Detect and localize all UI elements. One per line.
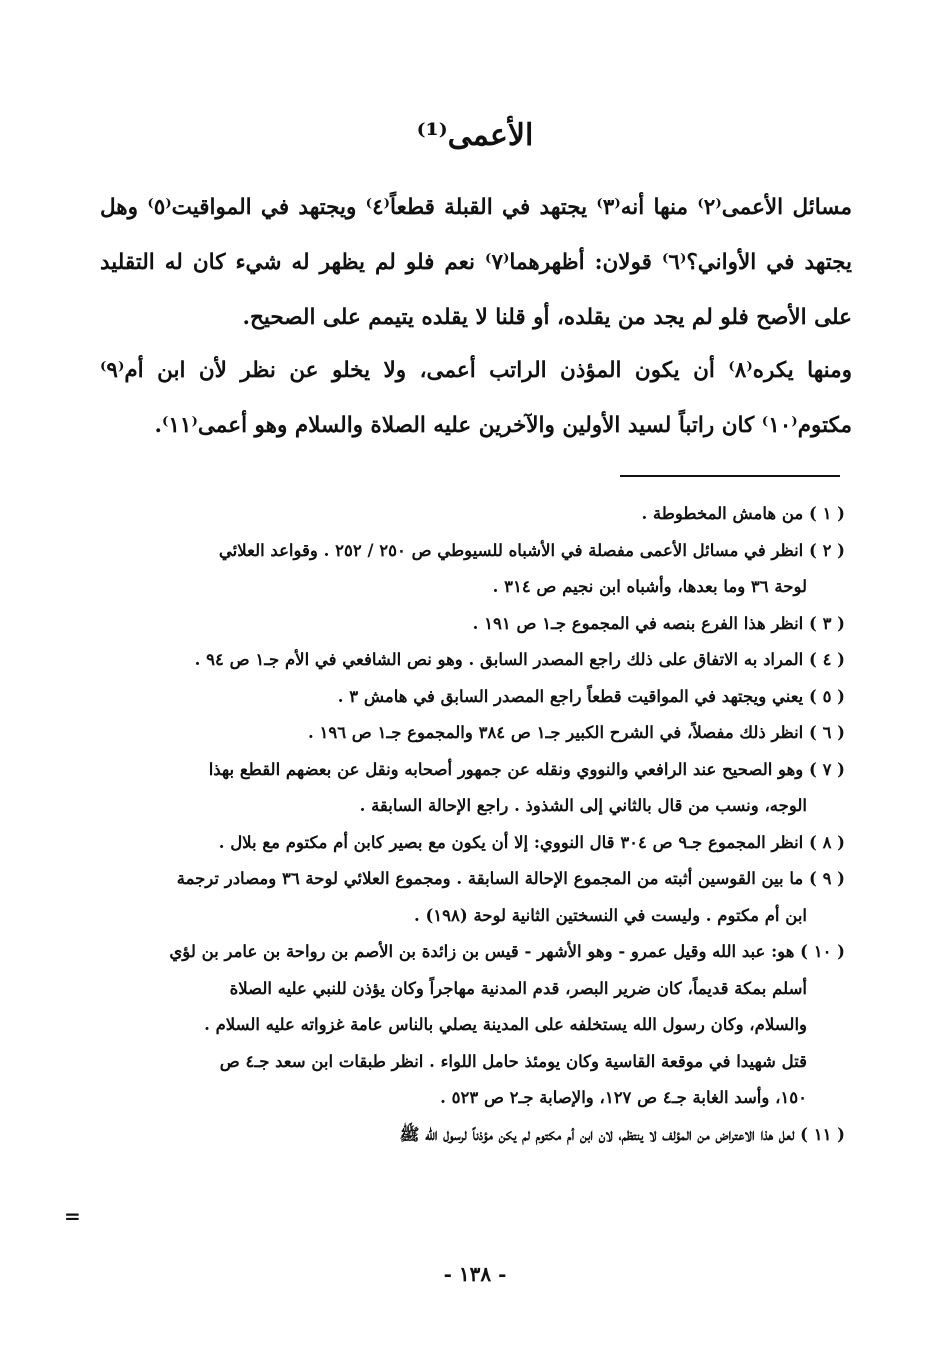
footnote [100, 1117, 845, 1154]
footnote [100, 533, 845, 606]
footnote-line: الوجه، ونسب من قال بالثاني إلى الشذوذ . راجع الإحالة السابقة . [359, 796, 807, 815]
footnote [100, 715, 845, 752]
footnote-line: ( ٧ ) وهو الصحيح عند الرافعي والنووي ونقله عن جمهور أصحابه ونقل عن بعضهم القطع بهذا [208, 759, 845, 779]
body-paragraph: مسائل الأعمى⁽٢⁾ منها أنه⁽٣⁾ يجتهد في القبلة قطعاً⁽٤⁾ ويجتهد في المواقيت⁽٥⁾ وهل يجتهد في الأواني؟⁽٦⁾ قولان: أظهرهما⁽٧⁾ نعم فلو لم يظهر له شيء كان له التقليد على الأصح فلو لم يجد من يقلده، أو قلنا لا يقلده يتيمم على الصحيح. [100, 195, 853, 330]
footnote-line: والسلام، وكان رسول الله يستخلفه على المدينة يصلي بالناس عامة غزواته عليه السلام . [204, 1015, 807, 1034]
body-paragraph: ومنها يكره⁽٨⁾ أن يكون المؤذن الراتب أعمى، ولا يخلو عن نظر لأن ابن أم⁽٩⁾ مكتوم⁽١٠⁾ كان راتباً لسيد الأولين والآخرين عليه الصلاة والسلام وهو أعمى⁽١١⁾. [100, 358, 852, 438]
footnote-line: قتل شهيدا في موقعة القاسية وكان يومئذ حامل اللواء . انظر طبقات ابن سعد جـ٤ ص [219, 1051, 807, 1071]
footnote-line: ١٥٠، وأسد الغابة جـ٤ ص ١٢٧، والإصابة جـ٢ ص ٥٢٣ . [440, 1088, 807, 1107]
footnote-line: ( ٨ ) انظر المجموع جـ٩ ص ٣٠٤ قال النووي: إلا أن يكون مع بصير كابن أم مكتوم مع بلال . [218, 832, 845, 852]
footnote-line: ( ١١ ) لعل هذا الاعتراض من المؤلف لا ينتظم، لان ابن أم مكتوم لم يكن مؤذناً لرسول الله ﷺ [399, 1124, 845, 1144]
footnotes [100, 496, 845, 1153]
footnote-line: ( ٦ ) انظر ذلك مفصلاً، في الشرح الكبير جـ١ ص ٣٨٤ والمجموع جـ١ ص ١٩٦ . [307, 723, 845, 742]
page-title: الأعمى⁽¹⁾ [416, 118, 534, 153]
footnote-line: ( ٤ ) المراد به الاتفاق على ذلك راجع المصدر السابق . وهو نص الشافعي في الأم جـ١ ص ٩٤ . [194, 650, 845, 669]
footnote-separator [620, 475, 840, 477]
continuation-mark: = [64, 1204, 81, 1228]
footnote-line: ( ٩ ) ما بين القوسين أثبته من المجموع الإحالة السابقة . ومجموع العلائي لوحة ٣٦ ومصادر ترجمة [176, 869, 845, 888]
footnote [100, 496, 845, 533]
footnote-line: ( ١ ) من هامش المخطوطة . [641, 504, 845, 523]
footnote-line: أسلم بمكة قديماً، كان ضرير البصر، قدم المدنية مهاجراً وكان يؤذن للنبي عليه الصلاة [229, 978, 807, 998]
footnote-line: ( ١٠ ) هو: عبد الله وقيل عمرو - وهو الأشهر - قيس بن زائدة بن الأصم بن رواحة بن عامر بن لؤي [169, 942, 845, 961]
footnote [100, 606, 845, 643]
footnote [100, 642, 845, 679]
footnote [100, 934, 845, 1117]
footnote [100, 861, 845, 934]
footnote [100, 752, 845, 825]
footnote-line: ( ٥ ) يعني ويجتهد في المواقيت قطعاً راجع المصدر السابق في هامش ٣ . [337, 686, 845, 706]
page-number: - ١٣٨ - [443, 1262, 507, 1286]
footnote-line: لوحة ٣٦ وما بعدها، وأشباه ابن نجيم ص ٣١٤ . [492, 577, 807, 596]
footnote-line: ( ٢ ) انظر في مسائل الأعمى مفصلة في الأشباه للسيوطي ص ٢٥٠ / ٢٥٢ . وقواعد العلائي [218, 540, 845, 560]
footnote [100, 679, 845, 716]
footnote-line: ( ٣ ) انظر هذا الفرع بنصه في المجموع جـ١ ص ١٩١ . [472, 613, 845, 633]
footnote-line: ابن أم مكتوم . وليست في النسختين الثانية لوحة (١٩٨) . [414, 905, 807, 925]
footnote [100, 825, 845, 862]
